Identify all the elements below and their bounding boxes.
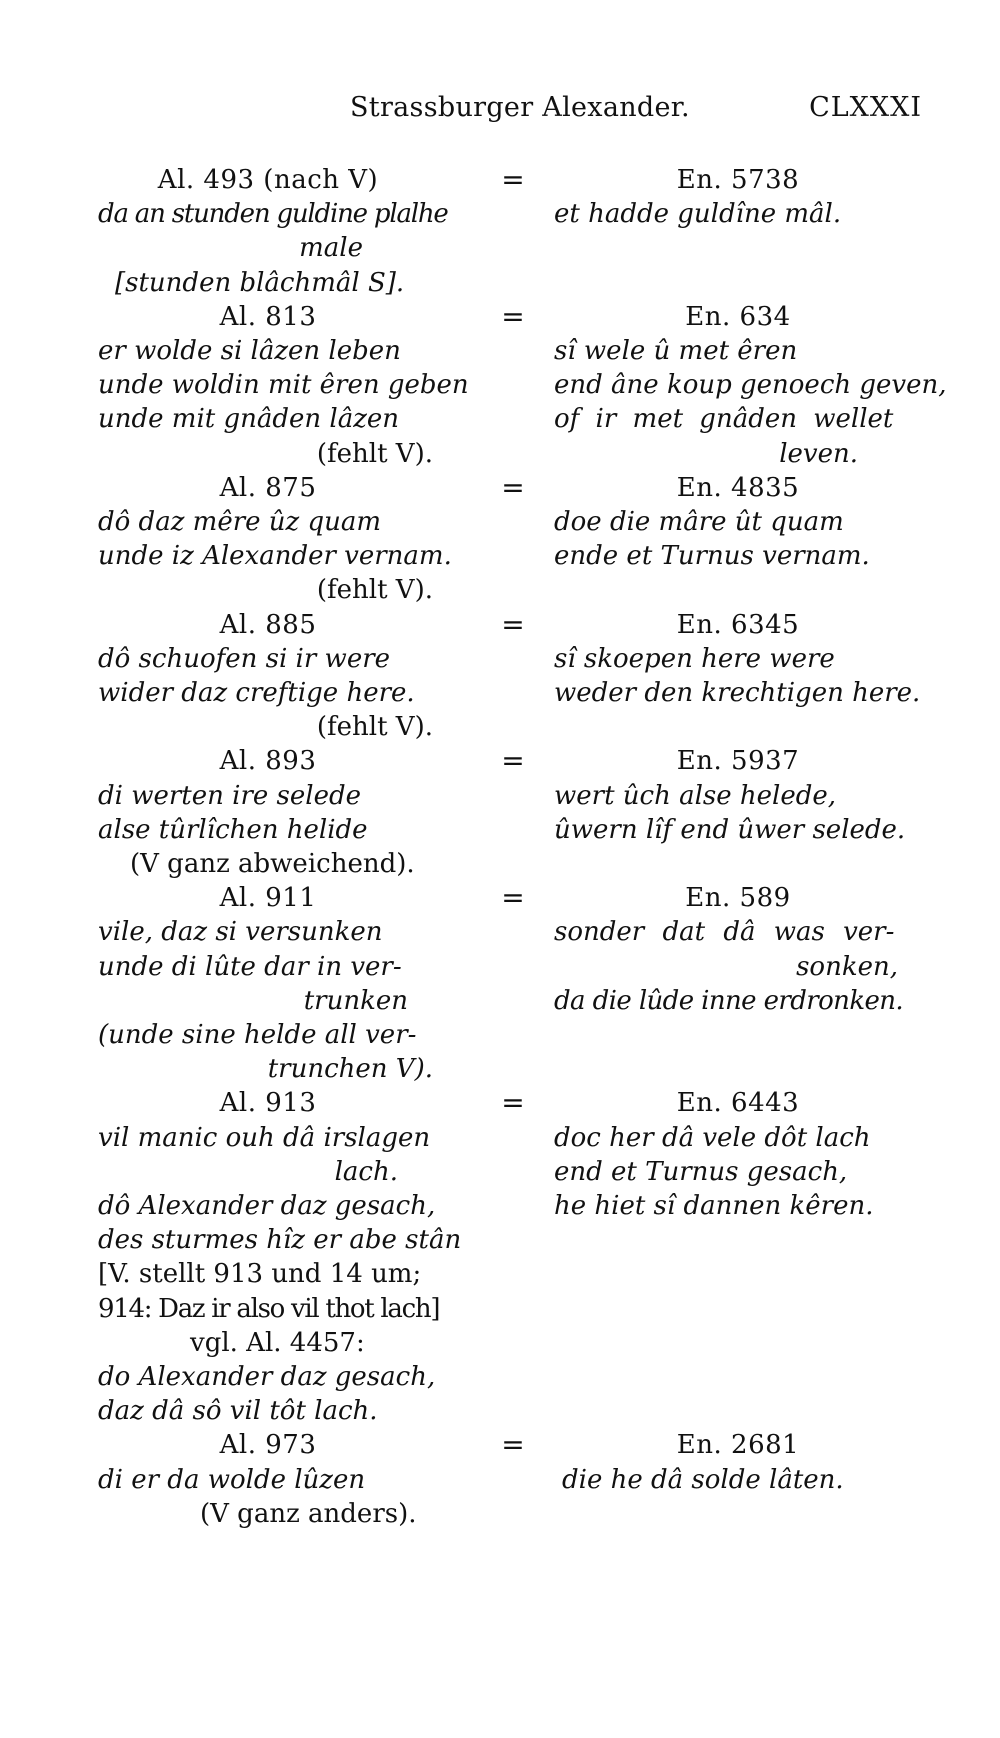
- left-reference: Al. 973: [219, 1430, 317, 1461]
- right-line: sî skoepen here were: [554, 643, 835, 674]
- right-line: weder den krechtigen here.: [554, 677, 921, 708]
- left-line: (fehlt V).: [316, 575, 433, 606]
- left-reference: Al. 875: [219, 472, 317, 503]
- running-title: Strassburger Alexander.: [350, 92, 690, 123]
- parallel-entry: [0, 163, 1000, 300]
- left-line: di werten ire selede: [98, 780, 361, 811]
- left-line: alse tûrlîchen helide: [98, 814, 368, 845]
- equals-sign: =: [501, 299, 525, 333]
- left-line: (V ganz abweichend).: [130, 848, 415, 879]
- right-line: end et Turnus gesach,: [554, 1156, 848, 1187]
- left-line: des sturmes hîz er abe stân: [98, 1225, 462, 1256]
- left-line: (V ganz anders).: [200, 1498, 417, 1529]
- left-line: do Alexander daz gesach,: [98, 1361, 436, 1392]
- right-line: wert ûch alse helede,: [554, 780, 837, 811]
- left-line: di er da wolde lûzen: [98, 1464, 366, 1495]
- left-line: 914: Daz ir also vil thot lach]: [98, 1293, 440, 1324]
- parallel-entry: [0, 744, 1000, 881]
- right-line: da die lûde inne erdronken.: [554, 985, 904, 1016]
- left-reference: Al. 885: [219, 609, 317, 640]
- left-line: trunchen V).: [267, 1054, 433, 1085]
- left-reference: Al. 493 (nach V): [157, 165, 379, 195]
- parallel-entry: [0, 300, 1000, 471]
- left-line: unde iz Alexander vernam.: [98, 541, 452, 572]
- parallel-entry: [0, 471, 1000, 608]
- right-line: et hadde guldîne mâl.: [554, 199, 842, 230]
- left-line: trunken: [303, 985, 408, 1016]
- left-line: [V. stellt 913 und 14 um;: [98, 1259, 422, 1290]
- left-line: (unde sine helde all ver-: [98, 1019, 417, 1050]
- left-reference: Al. 913: [219, 1088, 317, 1119]
- parallel-entry: [0, 1428, 1000, 1531]
- right-reference: En. 634: [685, 301, 791, 332]
- right-line: leven.: [779, 438, 858, 469]
- right-line: of ir met gnâden wellet: [554, 404, 894, 435]
- folio-number: CLXXXI: [809, 92, 922, 123]
- running-header: [0, 92, 1000, 132]
- left-line: (fehlt V).: [316, 712, 433, 743]
- left-reference: Al. 893: [219, 746, 317, 777]
- right-line: ende et Turnus vernam.: [554, 541, 870, 572]
- left-line: vil manic ouh dâ irslagen: [98, 1122, 431, 1153]
- right-line: end âne koup genoech geven,: [554, 370, 947, 401]
- left-line: (fehlt V).: [316, 438, 433, 469]
- left-line: unde woldin mit êren geben: [98, 370, 469, 401]
- left-line: vile, daz si versunken: [98, 917, 383, 948]
- left-line: unde mit gnâden lâzen: [98, 404, 400, 435]
- parallel-entry: [0, 881, 1000, 1086]
- right-reference: En. 5738: [676, 165, 800, 195]
- right-reference: En. 5937: [676, 746, 800, 777]
- left-reference: Al. 813: [219, 301, 317, 332]
- equals-sign: =: [501, 163, 525, 196]
- right-reference: En. 589: [685, 883, 791, 914]
- left-reference: Al. 911: [219, 883, 317, 914]
- left-line: dô daz mêre ûz quam: [98, 506, 382, 537]
- equals-sign: =: [501, 470, 525, 504]
- right-reference: En. 6345: [676, 609, 800, 640]
- right-reference: En. 2681: [676, 1430, 800, 1461]
- parallel-entry: [0, 608, 1000, 745]
- left-line: er wolde si lâzen leben: [98, 335, 401, 366]
- left-line: [stunden blâchmâl S].: [115, 267, 405, 298]
- equals-sign: =: [501, 1086, 525, 1120]
- left-line: unde di lûte dar in ver-: [98, 951, 402, 982]
- equals-sign: =: [501, 607, 525, 641]
- right-line: doc her dâ vele dôt lach: [554, 1122, 871, 1153]
- right-reference: En. 4835: [676, 472, 800, 503]
- comparison-text: [0, 163, 1000, 1531]
- right-reference: En. 6443: [676, 1088, 800, 1119]
- equals-sign: =: [501, 744, 525, 778]
- left-line: lach.: [334, 1156, 398, 1187]
- left-line: da an stunden guldine plalhe: [98, 199, 448, 230]
- right-line: doe die mâre ût quam: [554, 506, 844, 537]
- right-line: die he dâ solde lâten.: [562, 1464, 844, 1495]
- right-line: sî wele û met êren: [554, 335, 798, 366]
- left-line: male: [299, 233, 363, 264]
- left-line: wider daz creftige here.: [98, 677, 415, 708]
- right-line: he hiet sî dannen kêren.: [554, 1190, 874, 1221]
- right-line: sonder dat dâ was ver-: [554, 917, 895, 948]
- equals-sign: =: [501, 881, 525, 915]
- parallel-entry: [0, 1086, 1000, 1428]
- left-line: dô Alexander daz gesach,: [98, 1190, 436, 1221]
- right-line: sonken,: [796, 951, 898, 982]
- left-line: daz dâ sô vil tôt lach.: [98, 1396, 378, 1427]
- left-line: dô schuofen si ir were: [98, 643, 391, 674]
- left-line: vgl. Al. 4457:: [190, 1327, 365, 1358]
- right-line: ûwern lîf end ûwer selede.: [554, 814, 906, 845]
- equals-sign: =: [501, 1428, 525, 1462]
